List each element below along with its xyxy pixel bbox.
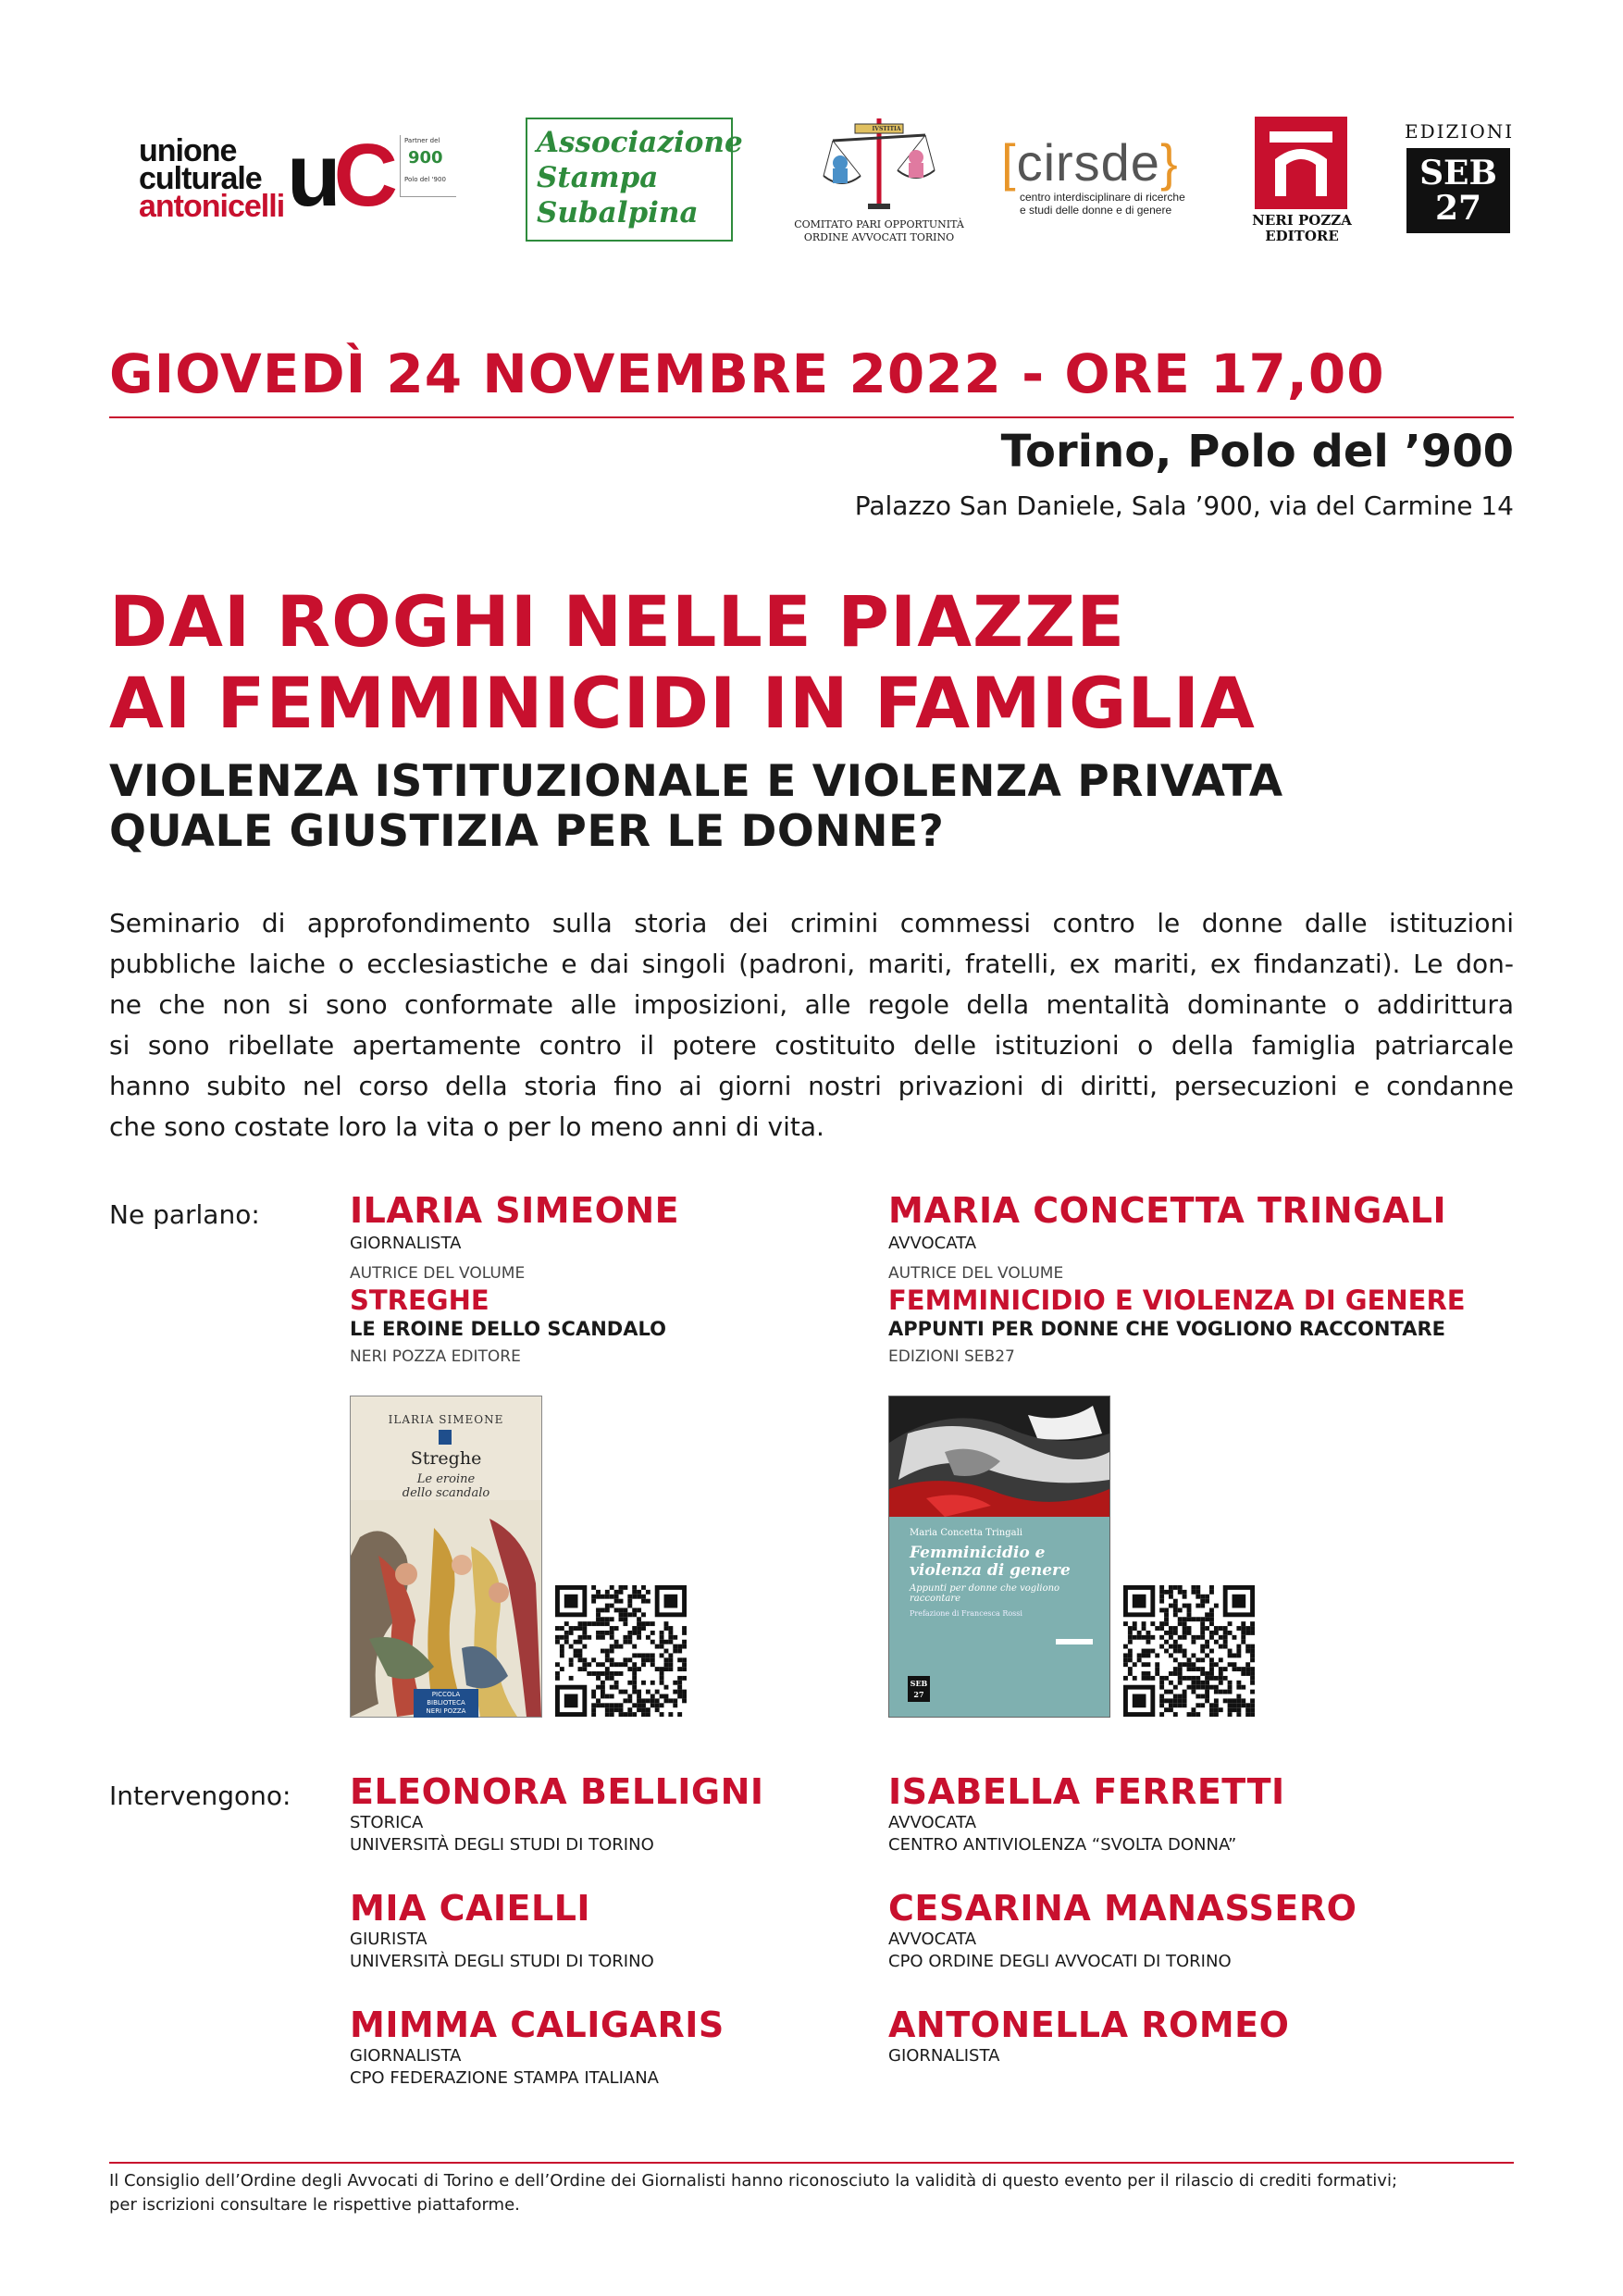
asp-line3: Subalpina [537, 196, 699, 230]
cover-series2: NERI POZZA [426, 1707, 466, 1715]
book-subtitle: APPUNTI PER DONNE CHE VOGLIONO RACCONTARE [888, 1318, 1445, 1340]
book-cover-femminicidio [888, 1396, 1110, 1718]
book-subtitle: LE EROINE DELLO SCANDALO [350, 1318, 666, 1340]
speaker-right [888, 1190, 1527, 1368]
subtitle-line2: QUALE GIUSTIZIA PER LE DONNE? [109, 806, 945, 857]
panelist-name: ISABELLA FERRETTI [888, 1771, 1285, 1812]
panelist [888, 1771, 1527, 1856]
cover-title2: violenza di genere [910, 1561, 1071, 1580]
cover-seb-logo1: SEB [910, 1679, 928, 1688]
cover-seb-logo2: 27 [913, 1690, 924, 1699]
panelist-org: CPO FEDERAZIONE STAMPA ITALIANA [350, 2068, 659, 2088]
cover-author: ILARIA SIMEONE [388, 1413, 504, 1426]
description-line: hanno subito nel corso della storia fino ai giorni nostri privazioni di diritti, persecuzioni e condanne [109, 1071, 1514, 1101]
polo-partner-label: Partner del [404, 137, 440, 144]
logo-unione-culturale [111, 126, 416, 233]
logo-polo-partner [400, 135, 456, 197]
logo-edizioni-seb27 [1405, 120, 1515, 233]
cover-title: Streghe [410, 1448, 482, 1469]
speakers-label: Ne parlano: [109, 1199, 260, 1230]
panelist [888, 1888, 1527, 1973]
uc-line3: antonicelli [139, 189, 285, 224]
panelist-role: STORICA [350, 1813, 424, 1832]
speaker-name: ILARIA SIMEONE [350, 1190, 680, 1231]
panelist-org: CPO ORDINE DEGLI AVVOCATI DI TORINO [888, 1952, 1232, 1971]
panelist-role: GIORNALISTA [888, 2046, 1000, 2066]
qr-code-left[interactable] [555, 1585, 687, 1717]
cirsde-sub1: centro interdisciplinare di ricerche [1020, 191, 1185, 204]
book-publisher: NERI POZZA EDITORE [350, 1347, 521, 1366]
uc-mark-u: u [287, 126, 334, 225]
cover-subtitle2: dello scandalo [402, 1486, 490, 1500]
panelist-org: UNIVERSITÀ DEGLI STUDI DI TORINO [350, 1835, 654, 1855]
asp-line1: Associazione [537, 126, 743, 159]
panelist-role: AVVOCATA [888, 1930, 977, 1949]
neri-line2: EDITORE [1265, 228, 1339, 244]
abstract-painting-illustration [889, 1396, 1109, 1517]
seb-line2: 27 [1434, 189, 1482, 228]
logo-cirsde: [cirsde} centro interdisciplinare di ricerche e studi delle donne e di genere [1001, 137, 1205, 220]
cirsde-name: cirsde [1016, 133, 1160, 192]
panelist [350, 1771, 868, 1856]
cover-emblem-icon [439, 1430, 452, 1445]
seb-line1: SEB [1419, 154, 1497, 192]
qr-code-right[interactable] [1123, 1585, 1255, 1717]
panelist [888, 2004, 1527, 2067]
uc-line1: unione [139, 133, 237, 168]
description-line: si sono ribellate apertamente contro il potere costituito delle istituzioni o della famiglia patriarcale [109, 1030, 1514, 1061]
interventions-label: Intervengono: [109, 1781, 291, 1811]
footer-note [109, 2169, 1534, 2217]
event-date: GIOVEDÌ 24 NOVEMBRE 2022 - ORE 17,00 [109, 342, 1385, 405]
description-line: Seminario di approfondimento sulla storia dei crimini commessi contro le donne dalle istituzioni [109, 908, 1514, 938]
description-line: pubbliche laiche o ecclesiastiche e dai singoli (padroni, mariti, fratelli, ex mariti, ex findanzati). Le don- [109, 949, 1514, 979]
subtitle [109, 757, 1553, 857]
panelist-role: GIORNALISTA [350, 2046, 462, 2066]
cover-subtitle: Appunti per donne che vogliono raccontare [910, 1583, 1060, 1604]
cirsde-sub2: e studi delle donne e di genere [1020, 204, 1172, 217]
footer-line2: per iscrizioni consultare le rispettive piattaforme. [109, 2195, 520, 2215]
book-cover-streghe [350, 1396, 542, 1718]
cover-barcode [1056, 1639, 1093, 1644]
main-title-line2: AI FEMMINICIDI IN FAMIGLIA [109, 662, 1256, 744]
cover-preface: Prefazione di Francesca Rossi [910, 1609, 1022, 1618]
subtitle-line1: VIOLENZA ISTITUZIONALE E VIOLENZA PRIVATA [109, 756, 1283, 807]
uc-line2: culturale [139, 161, 262, 196]
book-publisher: EDIZIONI SEB27 [888, 1347, 1015, 1366]
speaker-left [350, 1190, 868, 1368]
panelist [350, 2004, 868, 2090]
panelist-org: UNIVERSITÀ DEGLI STUDI DI TORINO [350, 1952, 654, 1971]
description-line: che sono costate loro la vita o per lo meno anni di vita. [109, 1111, 824, 1142]
panelist-org: CENTRO ANTIVIOLENZA “SVOLTA DONNA” [888, 1835, 1237, 1855]
cpo-line2: ORDINE AVVOCATI TORINO [803, 231, 955, 243]
logo-associazione-stampa-subalpina [526, 118, 743, 242]
panelist-role: GIURISTA [350, 1930, 427, 1949]
date-divider [109, 416, 1514, 418]
volume-label: AUTRICE DEL VOLUME [888, 1264, 1064, 1283]
speaker-role: AVVOCATA [888, 1234, 977, 1253]
polo-partner-sub: Polo del '900 [404, 176, 446, 183]
panelist-name: MIMMA CALIGARIS [350, 2004, 725, 2045]
book-title: STREGHE [350, 1285, 489, 1316]
panelist-role: AVVOCATA [888, 1813, 977, 1832]
footer-divider [109, 2162, 1514, 2164]
cpo-banner: IVSTITIA [872, 126, 901, 132]
main-title [109, 581, 1553, 744]
cover-series1: PICCOLA BIBLIOTECA [427, 1691, 465, 1706]
book-title: FEMMINICIDIO E VIOLENZA DI GENERE [888, 1285, 1466, 1316]
seb-top: EDIZIONI [1405, 120, 1515, 143]
footer-line1: Il Consiglio dell’Ordine degli Avvocati di Torino e dell’Ordine dei Giornalisti hanno riconosciuto la validità di questo evento per il rilascio di crediti formativi; [109, 2171, 1398, 2191]
description [109, 903, 1514, 1148]
event-address: Palazzo San Daniele, Sala ’900, via del Carmine 14 [854, 490, 1514, 521]
cover-seb-logo [908, 1676, 930, 1702]
arch-icon [1255, 117, 1347, 209]
speaker-role: GIORNALISTA [350, 1234, 462, 1253]
witches-painting-illustration [351, 1500, 541, 1717]
cover-title1: Femminicidio e [910, 1544, 1046, 1562]
panelist-name: CESARINA MANASSERO [888, 1888, 1357, 1929]
cover-subtitle1: Le eroine [416, 1472, 476, 1486]
polo-partner-mark: 900 [408, 148, 443, 168]
panelist [350, 1888, 868, 1973]
logo-neri-pozza [1251, 117, 1353, 252]
speaker-name: MARIA CONCETTA TRINGALI [888, 1190, 1447, 1231]
neri-line1: NERI POZZA [1252, 212, 1352, 229]
uc-mark-c: C [333, 126, 390, 225]
logo-cpo-avvocati [777, 111, 981, 250]
panelist-name: ANTONELLA ROMEO [888, 2004, 1290, 2045]
volume-label: AUTRICE DEL VOLUME [350, 1264, 526, 1283]
panelist-name: ELEONORA BELLIGNI [350, 1771, 764, 1812]
cpo-line1: COMITATO PARI OPPORTUNITÀ [794, 218, 964, 230]
asp-line2: Stampa [537, 161, 659, 194]
cover-author: Maria Concetta Tringali [910, 1528, 1022, 1538]
panelist-name: MIA CAIELLI [350, 1888, 591, 1929]
event-venue: Torino, Polo del ’900 [1000, 426, 1514, 478]
description-line: ne che non si sono conformate alle imposizioni, alle regole della mentalità dominante o addirittura [109, 989, 1514, 1020]
main-title-line1: DAI ROGHI NELLE PIAZZE [109, 580, 1126, 663]
